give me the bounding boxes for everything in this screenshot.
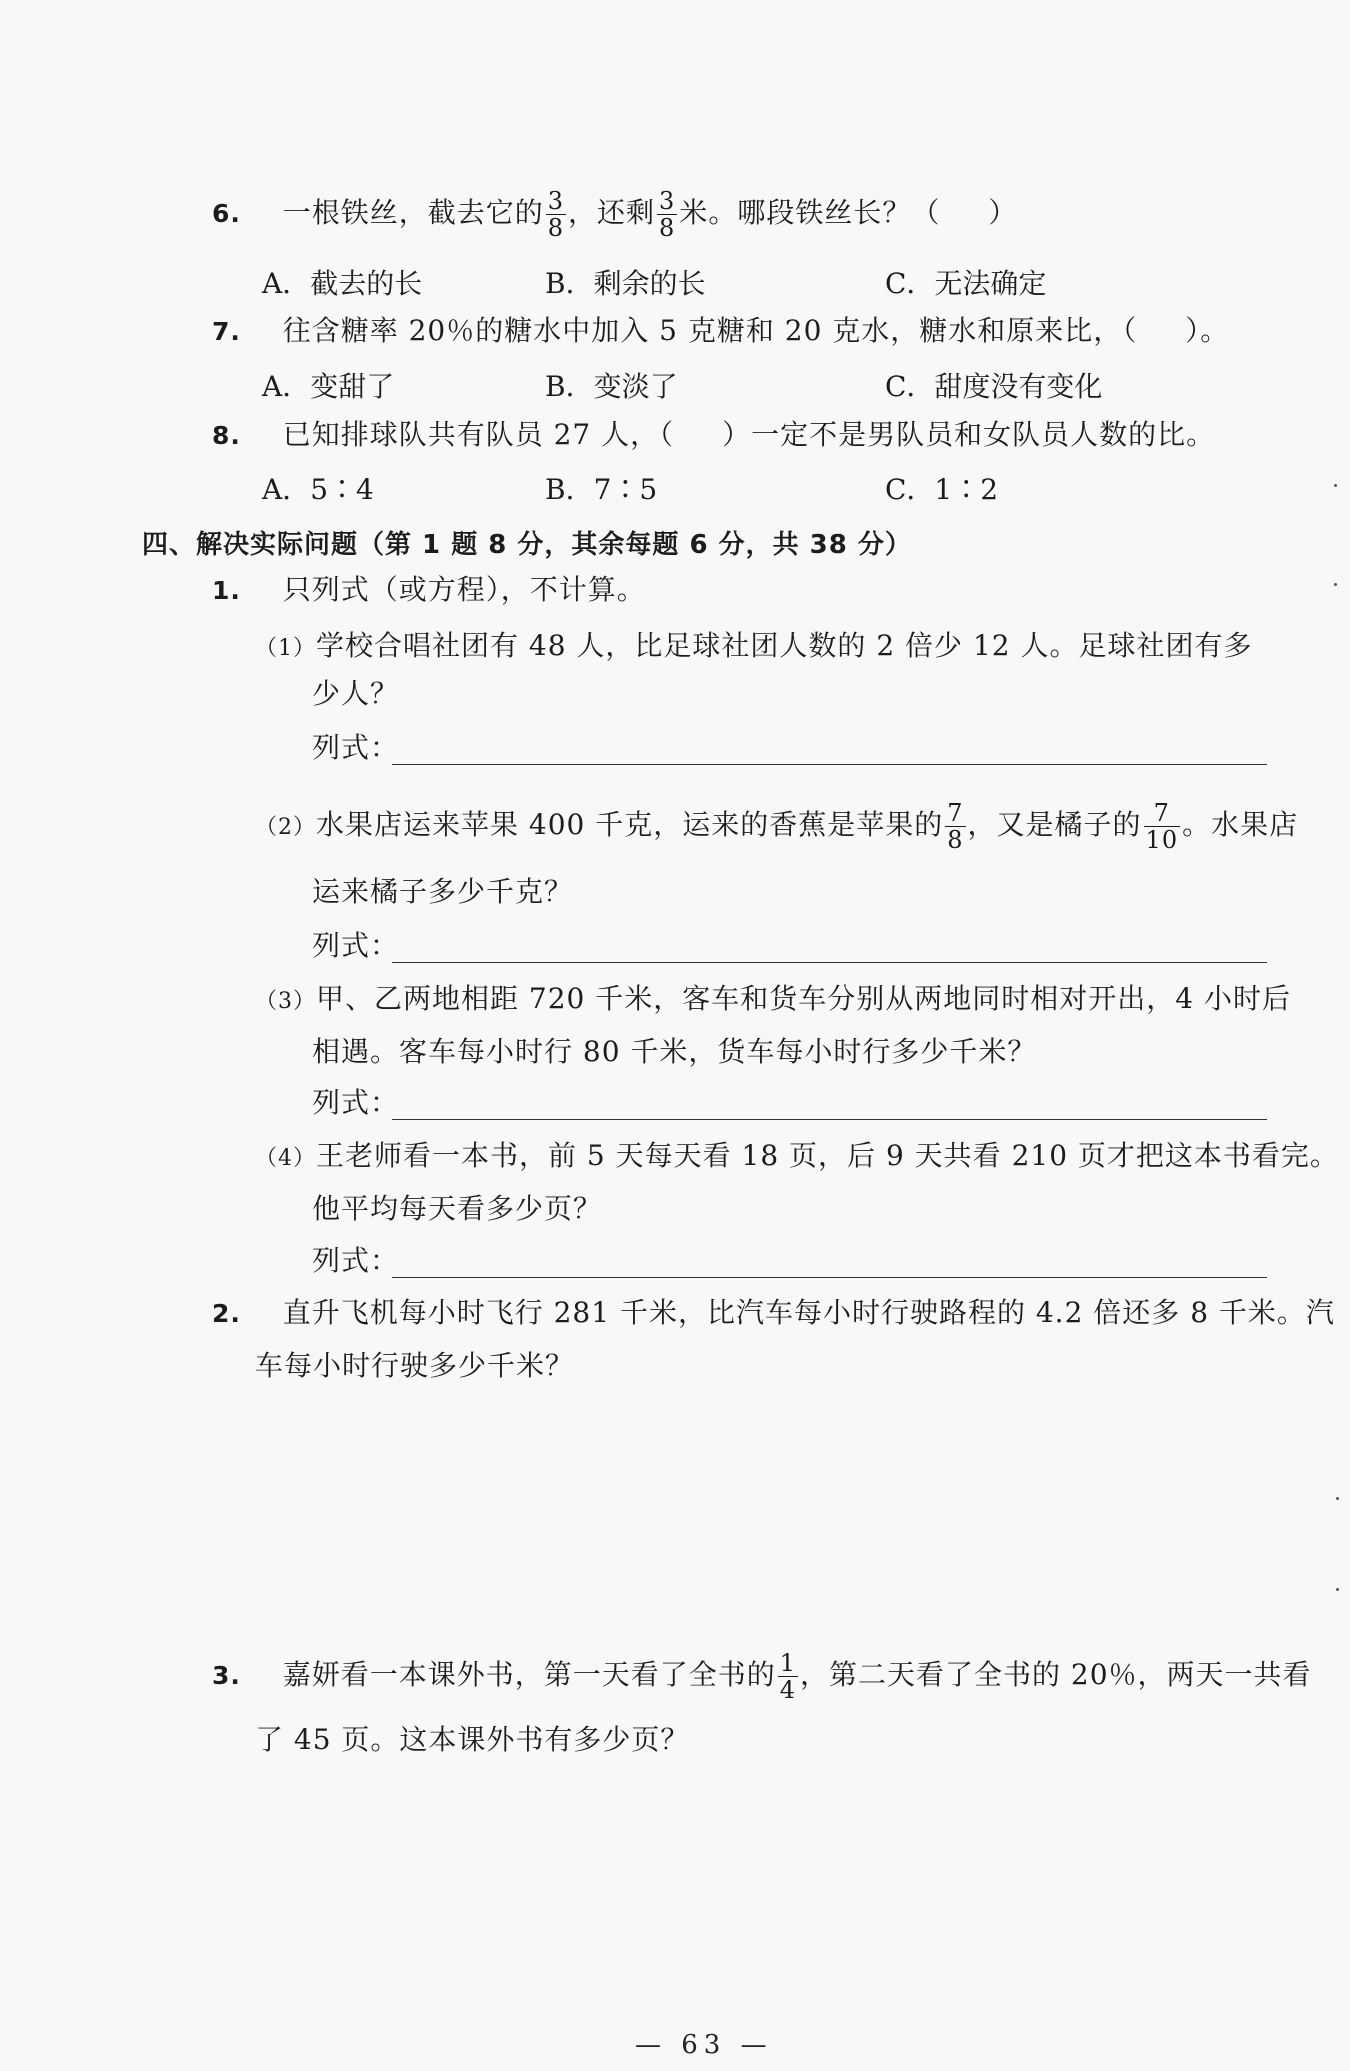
question-number: 8.: [212, 421, 241, 450]
question-text: 往含糖率 20％的糖水中加入 5 克糖和 20 克水，糖水和原来比，（: [282, 314, 1138, 347]
problem-1: [212, 570, 646, 611]
fraction-7-8: $\frac{7}{8}$: [947, 799, 964, 854]
question-6: [212, 188, 1017, 241]
question-8: [212, 415, 1215, 456]
option-a: A．变甜了: [262, 370, 395, 403]
option-c: C．无法确定: [885, 267, 1047, 300]
problem-3-cont: 了 45 页。这本课外书有多少页？: [255, 1723, 690, 1756]
question-7: [212, 311, 1229, 352]
subproblem-label: （2）: [255, 815, 316, 840]
subproblem-text: ，又是橘子的: [967, 808, 1142, 841]
scan-speck: [1336, 1497, 1339, 1500]
subproblem-label: （1）: [255, 636, 316, 661]
problem-text: 嘉妍看一本课外书，第一天看了全书的: [282, 1658, 776, 1691]
fraction-3-8: $\frac{3}{8}$: [547, 187, 565, 242]
problem-3: [212, 1650, 1312, 1703]
problem-number: 1.: [212, 576, 241, 605]
subproblem-3: [255, 979, 1291, 1022]
option-c: C．1∶2: [885, 473, 999, 506]
subproblem-text: 王老师看一本书，前 5 天每天看 18 页，后 9 天共看 210 页才把这本书看完。: [316, 1139, 1339, 1172]
answer-area-3[interactable]: [255, 1780, 1265, 2020]
lieshi-label: 列式：: [312, 731, 400, 764]
question-number: 7.: [212, 317, 241, 346]
problem-2: [212, 1293, 1335, 1334]
question-text: 一根铁丝，截去它的: [282, 196, 544, 229]
fraction-1-4: $\frac{1}{4}$: [779, 1649, 797, 1704]
problem-text: 只列式（或方程），不计算。: [282, 573, 646, 606]
subproblem-text: 甲、乙两地相距 720 千米，客车和货车分别从两地同时相对开出，4 小时后: [316, 982, 1291, 1015]
subproblem-4: [255, 1136, 1339, 1179]
scan-speck: [1334, 583, 1337, 586]
scan-speck: [1336, 1588, 1339, 1591]
subproblem-1-cont: 少人？: [312, 677, 400, 710]
lieshi-label: 列式：: [312, 1086, 400, 1119]
problem-2-cont: 车每小时行驶多少千米？: [255, 1349, 575, 1382]
answer-area-2[interactable]: [255, 1400, 1265, 1630]
answer-line-1[interactable]: [392, 764, 1267, 765]
fraction-7-10: $\frac{7}{10}$: [1145, 799, 1179, 854]
option-b: B．变淡了: [545, 370, 678, 403]
lieshi-label: 列式：: [312, 1244, 400, 1277]
option-a: A．5∶4: [262, 473, 374, 506]
scan-speck: [1334, 484, 1337, 487]
subproblem-1: [255, 626, 1252, 669]
subproblem-4-cont: 他平均每天看多少页？: [312, 1192, 603, 1225]
option-b: B．7∶5: [545, 473, 658, 506]
question-text: 已知排球队共有队员 27 人，（: [282, 418, 675, 451]
problem-text: 直升飞机每小时飞行 281 千米，比汽车每小时行驶路程的 4.2 倍还多 8 千米。汽: [282, 1296, 1335, 1329]
subproblem-3-cont: 相遇。客车每小时行 80 千米，货车每小时行多少千米？: [312, 1035, 1037, 1068]
section-heading: 四、解决实际问题（第 1 题 8 分，其余每题 6 分，共 38 分）: [142, 530, 912, 560]
option-c: C．甜度没有变化: [885, 370, 1103, 403]
answer-line-4[interactable]: [392, 1277, 1267, 1278]
question-text-end: ）一定不是男队员和女队员人数的比。: [722, 418, 1216, 451]
problem-number: 3.: [212, 1661, 241, 1690]
subproblem-label: （3）: [255, 989, 316, 1014]
lieshi-label: 列式：: [312, 929, 400, 962]
subproblem-2: [255, 800, 1298, 853]
option-b: B．剩余的长: [545, 267, 706, 300]
fraction-3-8-remaining: $\frac{3}{8}$: [659, 187, 676, 242]
subproblem-2-cont: 运来橘子多少千克？: [312, 875, 574, 908]
paren-close: ）。: [1185, 314, 1230, 347]
answer-line-2[interactable]: [392, 962, 1267, 963]
paren-close: ）: [988, 196, 1018, 229]
question-number: 6.: [212, 199, 241, 228]
problem-number: 2.: [212, 1299, 241, 1328]
question-text: 米。哪段铁丝长？（: [679, 196, 941, 229]
answer-line-3[interactable]: [392, 1119, 1267, 1120]
question-text: ，还剩: [568, 196, 656, 229]
subproblem-text: 。水果店: [1182, 808, 1299, 841]
page-number: — 63 —: [635, 2030, 773, 2060]
problem-text: ，第二天看了全书的 20％，两天一共看: [800, 1658, 1312, 1691]
subproblem-text: 水果店运来苹果 400 千克，运来的香蕉是苹果的: [316, 808, 944, 841]
option-a: A．截去的长: [262, 267, 423, 300]
subproblem-label: （4）: [255, 1146, 316, 1171]
subproblem-text: 学校合唱社团有 48 人，比足球社团人数的 2 倍少 12 人。足球社团有多: [316, 629, 1253, 662]
